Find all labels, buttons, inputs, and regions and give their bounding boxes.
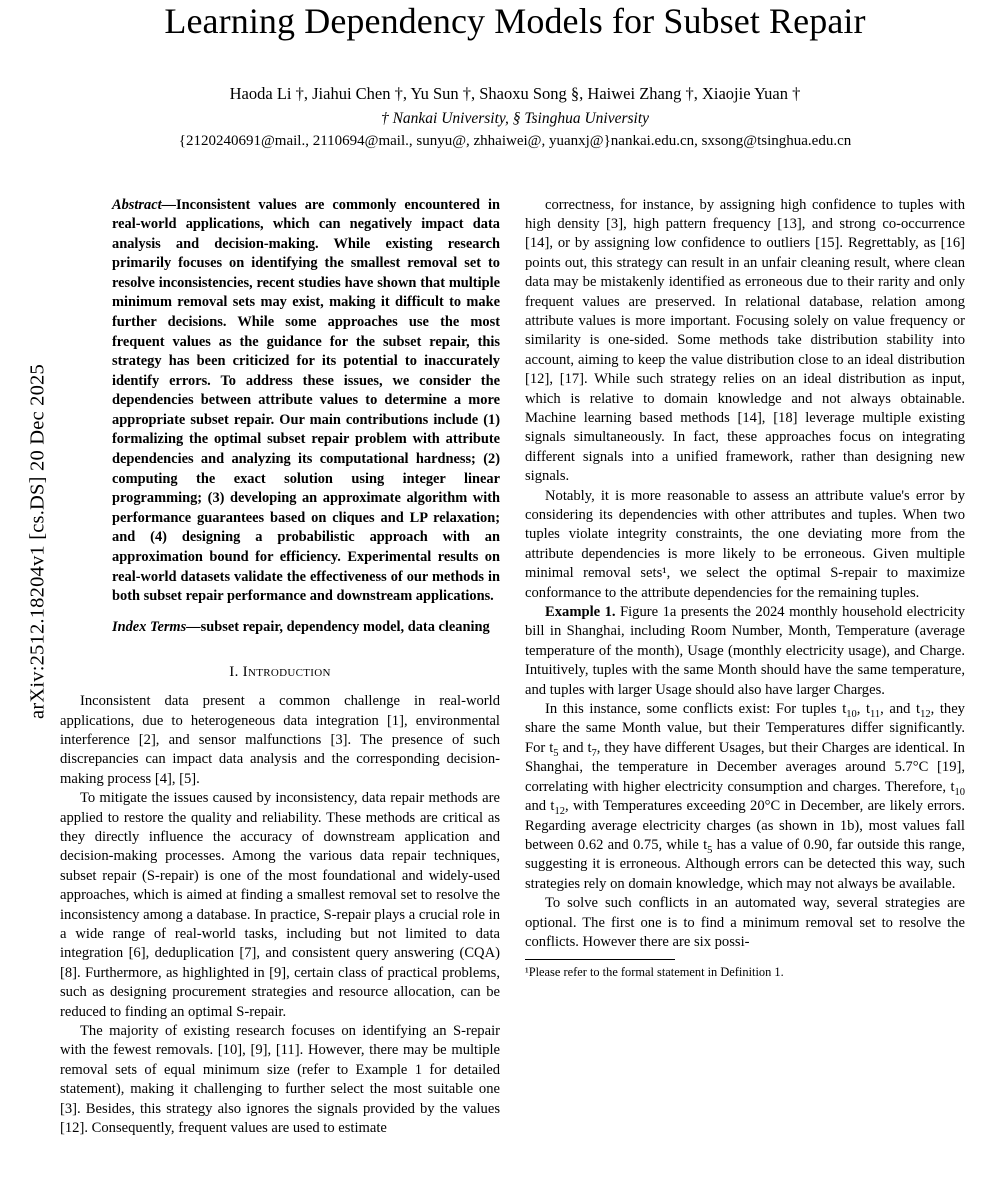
index-terms-block [60, 618, 500, 638]
footnote-divider [525, 959, 675, 960]
ex2-sub-13: 12 [554, 806, 565, 818]
ex2-part-8: and t [558, 739, 592, 756]
two-column-body [60, 196, 970, 1139]
paragraph-right-1: correctness, for instance, by assigning high confidence to tuples with high density [3], high pattern frequency [13], and strong co-occurrence [14], or by assigning low confidence to outliers [15]. Regrettably, as [16] points out, this strategy can result in an unfair cleaning result, where clean data may be mistakenly identified as erroneous due to their rarity and only frequent values are preserved. In relational database, relation among attribute values is more important. Focusing solely on value frequency or similarity is one-sided. Some methods take distribution stability into account, aiming to keep the value distribution close to an ideal distribution [12], [17]. While such strategy relies on an ideal distribution as input, which is relative to domain knowledge and not always obtainable. Machine learning based methods [14], [18] leverage multiple existing signals simultaneously. In fact, these approaches focus on integrating different signals into a unified framework, rather than designing new signals. [525, 196, 965, 485]
left-column [60, 196, 500, 1139]
ex2-part-12: and t [525, 798, 555, 815]
right-column [525, 196, 965, 1139]
paragraph-intro-2: To mitigate the issues caused by inconsistency, data repair methods are applied to restore the quality and reliability. These methods are critical as they directly influence the accuracy of downstream application and decision-making processes. Among the various data repair techniques, subset repair (S-repair) is one of the most foundational and widely-used approaches, which is aimed at finding a smallest removal set to resolve the inconsistency among a database. In practice, S-repair plays a crucial role in a wide range of real-world tasks, including but not limited to data integration [6], deduplication [7], and consistent query answering (CQA) [8]. Furthermore, as highlighted in [9], certain class of practical problems, such as designing procurement strategies and resource allocation, can be reduced to finding an optimal S-repair. [60, 790, 500, 1020]
affiliation-line: † Nankai University, § Tsinghua University [380, 109, 650, 127]
abstract-label: Abstract— [112, 196, 176, 213]
paragraph-example-1 [525, 603, 965, 700]
paragraph-intro-1: Inconsistent data present a common challenge in real-world applications, due to heterogeneous data integration [1], environmental interference [2], and sensor malfunctions [3]. The presence of such discrepancies can impact data analysis and the corresponding decision-making process [4], [5]. [60, 693, 500, 787]
page-title: Learning Dependency Models for Subset Repair [164, 1, 866, 41]
ex2-sub-5: 12 [920, 708, 931, 720]
paragraph-right-2: Notably, it is more reasonable to assess an attribute value's error by considering its dependencies with other attributes and tuples. When two tuples violate integrity constraints, the one deviating more from the attribute dependencies is more likely to be erroneous. Given multiple minimal removal sets¹, we select the optimal S-repair to maximize conformance to the attribute dependencies for the remaining tuples. [525, 487, 965, 601]
abstract-text: Inconsistent values are commonly encountered in real-world applications, which can negatively impact data analysis and decision-making. While existing research primarily focuses on identifying the smallest removal set to resolve inconsistencies, recent studies have shown that multiple minimum removal sets may exist, making it difficult to make further decisions. While some approaches use the most frequent values as the guidance for the subset repair, this strategy has been criticized for its potential to inaccurately identify errors. To address these issues, we consider the dependencies between attribute values to determine a more appropriate subset repair. Our main contributions include (1) formalizing the optimal subset repair problem with attribute dependencies and analyzing its computational hardness; (2) computing the exact solution using integer linear programming; (3) developing an approximate algorithm with performance guarantees based on cliques and LP relaxation; and (4) designing a probabilistic approach with an approximation bound for efficiency. Experimental results on real-world datasets validate the effectiveness of our methods in both subset repair performance and downstream applications. [112, 196, 500, 605]
footnote-text: ¹Please refer to the formal statement in Definition 1. [525, 965, 784, 980]
paper-content [60, 0, 970, 1139]
paragraph-intro-3: The majority of existing research focuses on identifying an S-repair with the fewest removals. [10], [9], [11]. However, there may be multiple removal sets of equal minimum size (refer to Example 1 for detailed statement), making it challenging to further select the most suitable one [3]. Besides, this strategy also ignores the signals provided by the values [12]. Consequently, frequent values are used to estimate [60, 1023, 500, 1137]
ex2-part-2: , t [856, 701, 871, 718]
example-text-1: Figure 1a presents the 2024 monthly household electricity bill in Shanghai, including Room Number, Month, Temperature (average temperature of the month), Usage (monthly electricity usage), and Charge. Intuitively, tuples with the same Month should have the same temperature, and tuples with larger Usage should also have larger Charges. [525, 604, 965, 698]
index-terms-label: Index Terms— [112, 618, 201, 635]
ex2-part-4: , and t [880, 701, 921, 718]
paragraph-example-2 [525, 700, 965, 894]
ex2-sub-15: 5 [707, 844, 713, 856]
ex2-part-16: has a value of 0.90, far outside this range, suggesting it is erroneous. Although errors can be detected this way, such strategies rely on domain knowledge, which may not always be available. [525, 836, 965, 892]
ex2-sub-11: 10 [954, 786, 965, 798]
ex2-part-14: , with Temperatures exceeding 20°C in December, are likely errors. Regarding average electricity charges (as shown in 1b), most values fall between 0.62 and 0.75, while t [525, 798, 965, 853]
ex2-sub-1: 10 [846, 708, 857, 720]
example-label: Example 1. [545, 604, 616, 621]
index-terms-text: subset repair, dependency model, data cleaning [200, 618, 490, 635]
ex2-part-0: In this instance, some conflicts exist: For tuples t [545, 701, 847, 718]
ex2-part-10: , they have different Usages, but their Charges are identical. In Shanghai, the temperature in December averages around 5.7°C [19], correlating with higher electricity consumption and charges. Therefore, t [525, 739, 965, 795]
abstract-block [60, 196, 500, 607]
ex2-part-6: , they share the same Month value, but their Temperatures differ significantly. For t [525, 701, 965, 756]
ex2-sub-9: 7 [591, 747, 597, 759]
ex2-sub-7: 5 [553, 747, 559, 759]
email-line: {2120240691@mail., 2110694@mail., sunyu@, zhhaiwei@, yuanxj@}nankai.edu.cn, sxsong@tsinghua.edu.cn [178, 132, 852, 149]
section-heading-introduction: I. Introduction [229, 664, 331, 681]
arxiv-identifier-stamp: arXiv:2512.18204v1 [cs.DS] 20 Dec 2025 [26, 364, 49, 719]
paragraph-example-3: To solve such conflicts in an automated way, several strategies are optional. The first one is to find a minimum removal set to resolve the conflicts. However there are six possi- [525, 895, 965, 950]
author-list: Haoda Li †, Jiahui Chen †, Yu Sun †, Shaoxu Song §, Haiwei Zhang †, Xiaojie Yuan † [229, 83, 801, 103]
ex2-sub-3: 11 [870, 708, 881, 720]
